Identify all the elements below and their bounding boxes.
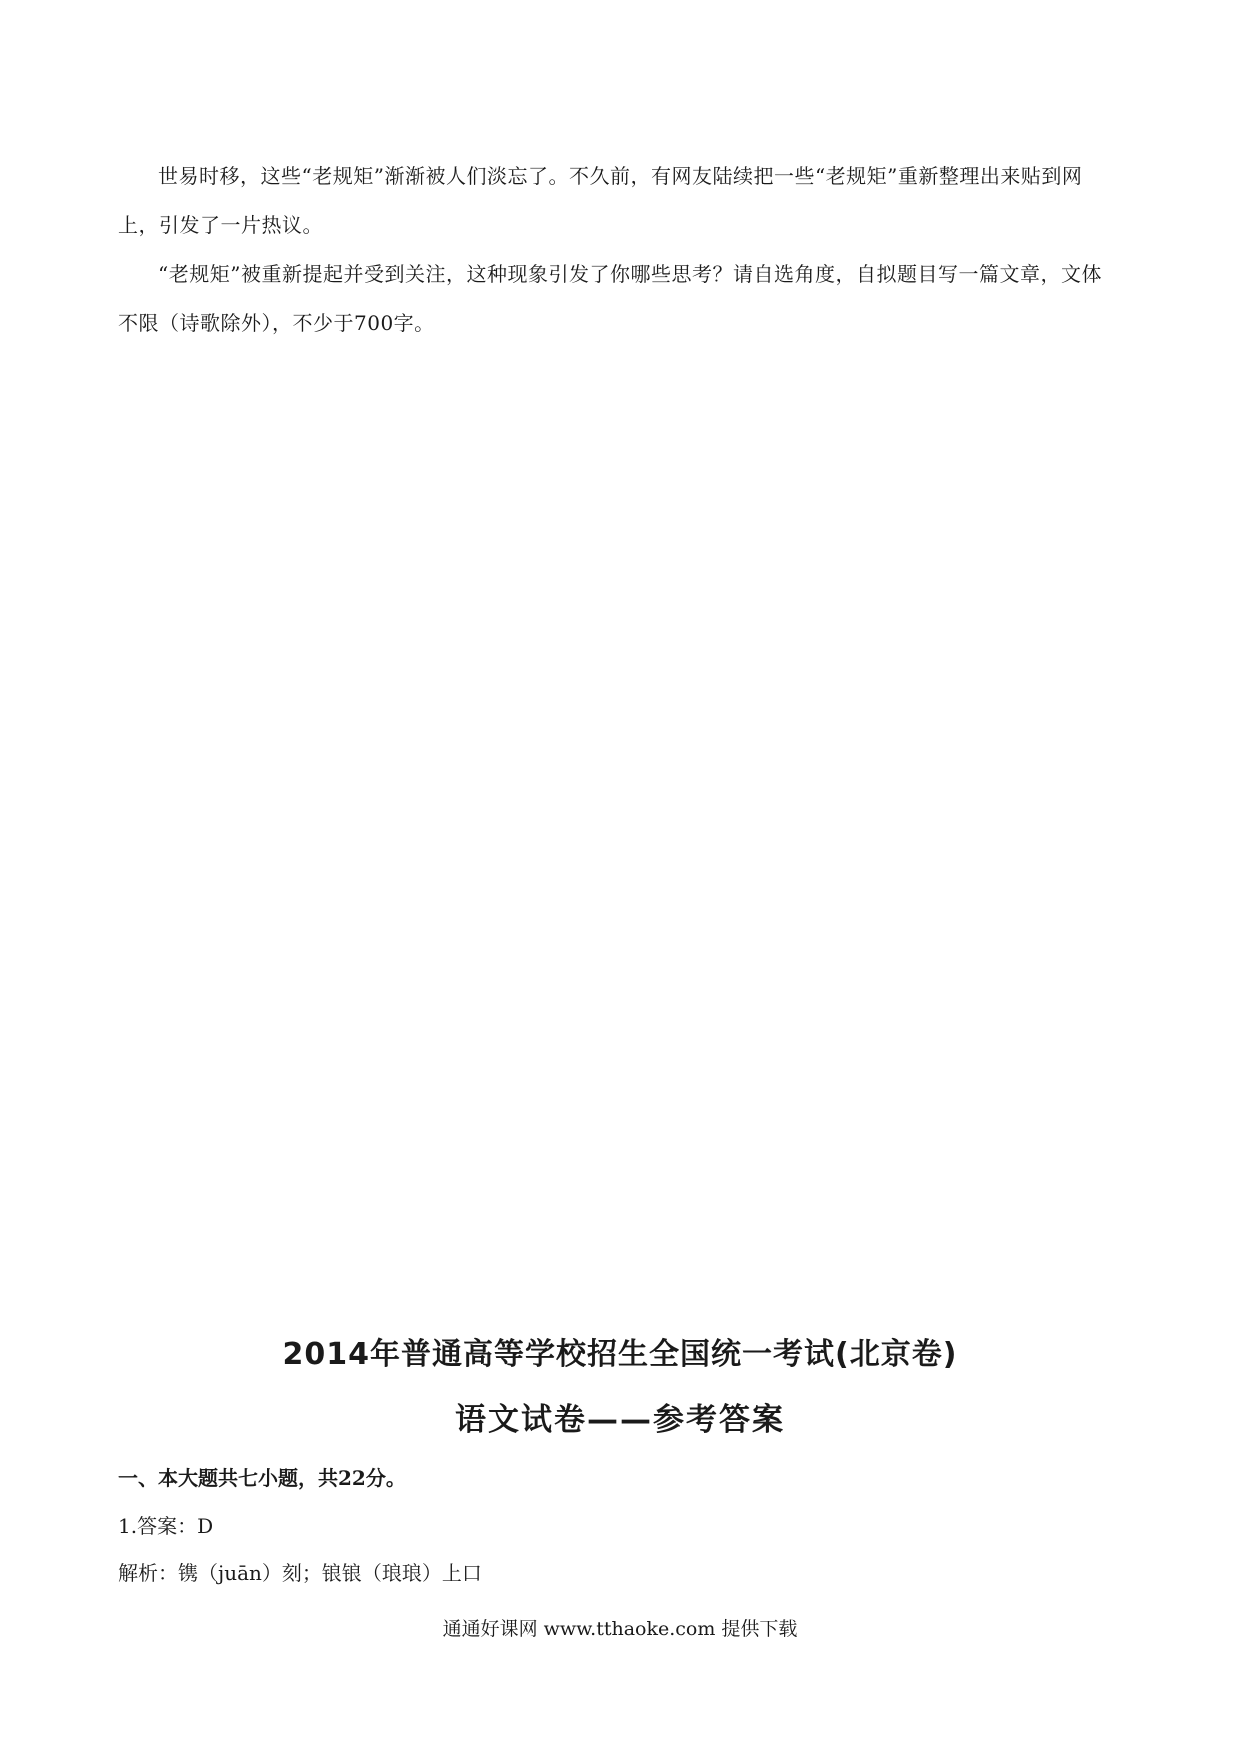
- q1-answer: 1.答案：D: [118, 1514, 214, 1538]
- section-1-heading: 一、本大题共七小题，共22分。: [118, 1466, 406, 1490]
- q1-analysis: 解析：镌（juān）刻；锒锒（琅琅）上口: [118, 1561, 482, 1585]
- answers-title: 2014年普通高等学校招生全国统一考试(北京卷): [282, 1337, 958, 1372]
- essay-paragraph-1: 世易时移，这些“老规矩”渐渐被人们淡忘了。不久前，有网友陆续把一些“老规矩”重新整理出来贴到网上，引发了一片热议。: [118, 164, 1083, 237]
- essay-paragraph-2: “老规矩”被重新提起并受到关注，这种现象引发了你哪些思考？请自选角度，自拟题目写一篇文章，文体不限（诗歌除外），不少于700字。: [118, 262, 1102, 335]
- page-footer: 通通好课网 www.tthaoke.com 提供下载: [442, 1618, 798, 1640]
- answers-subtitle: 语文试卷——参考答案: [455, 1402, 785, 1438]
